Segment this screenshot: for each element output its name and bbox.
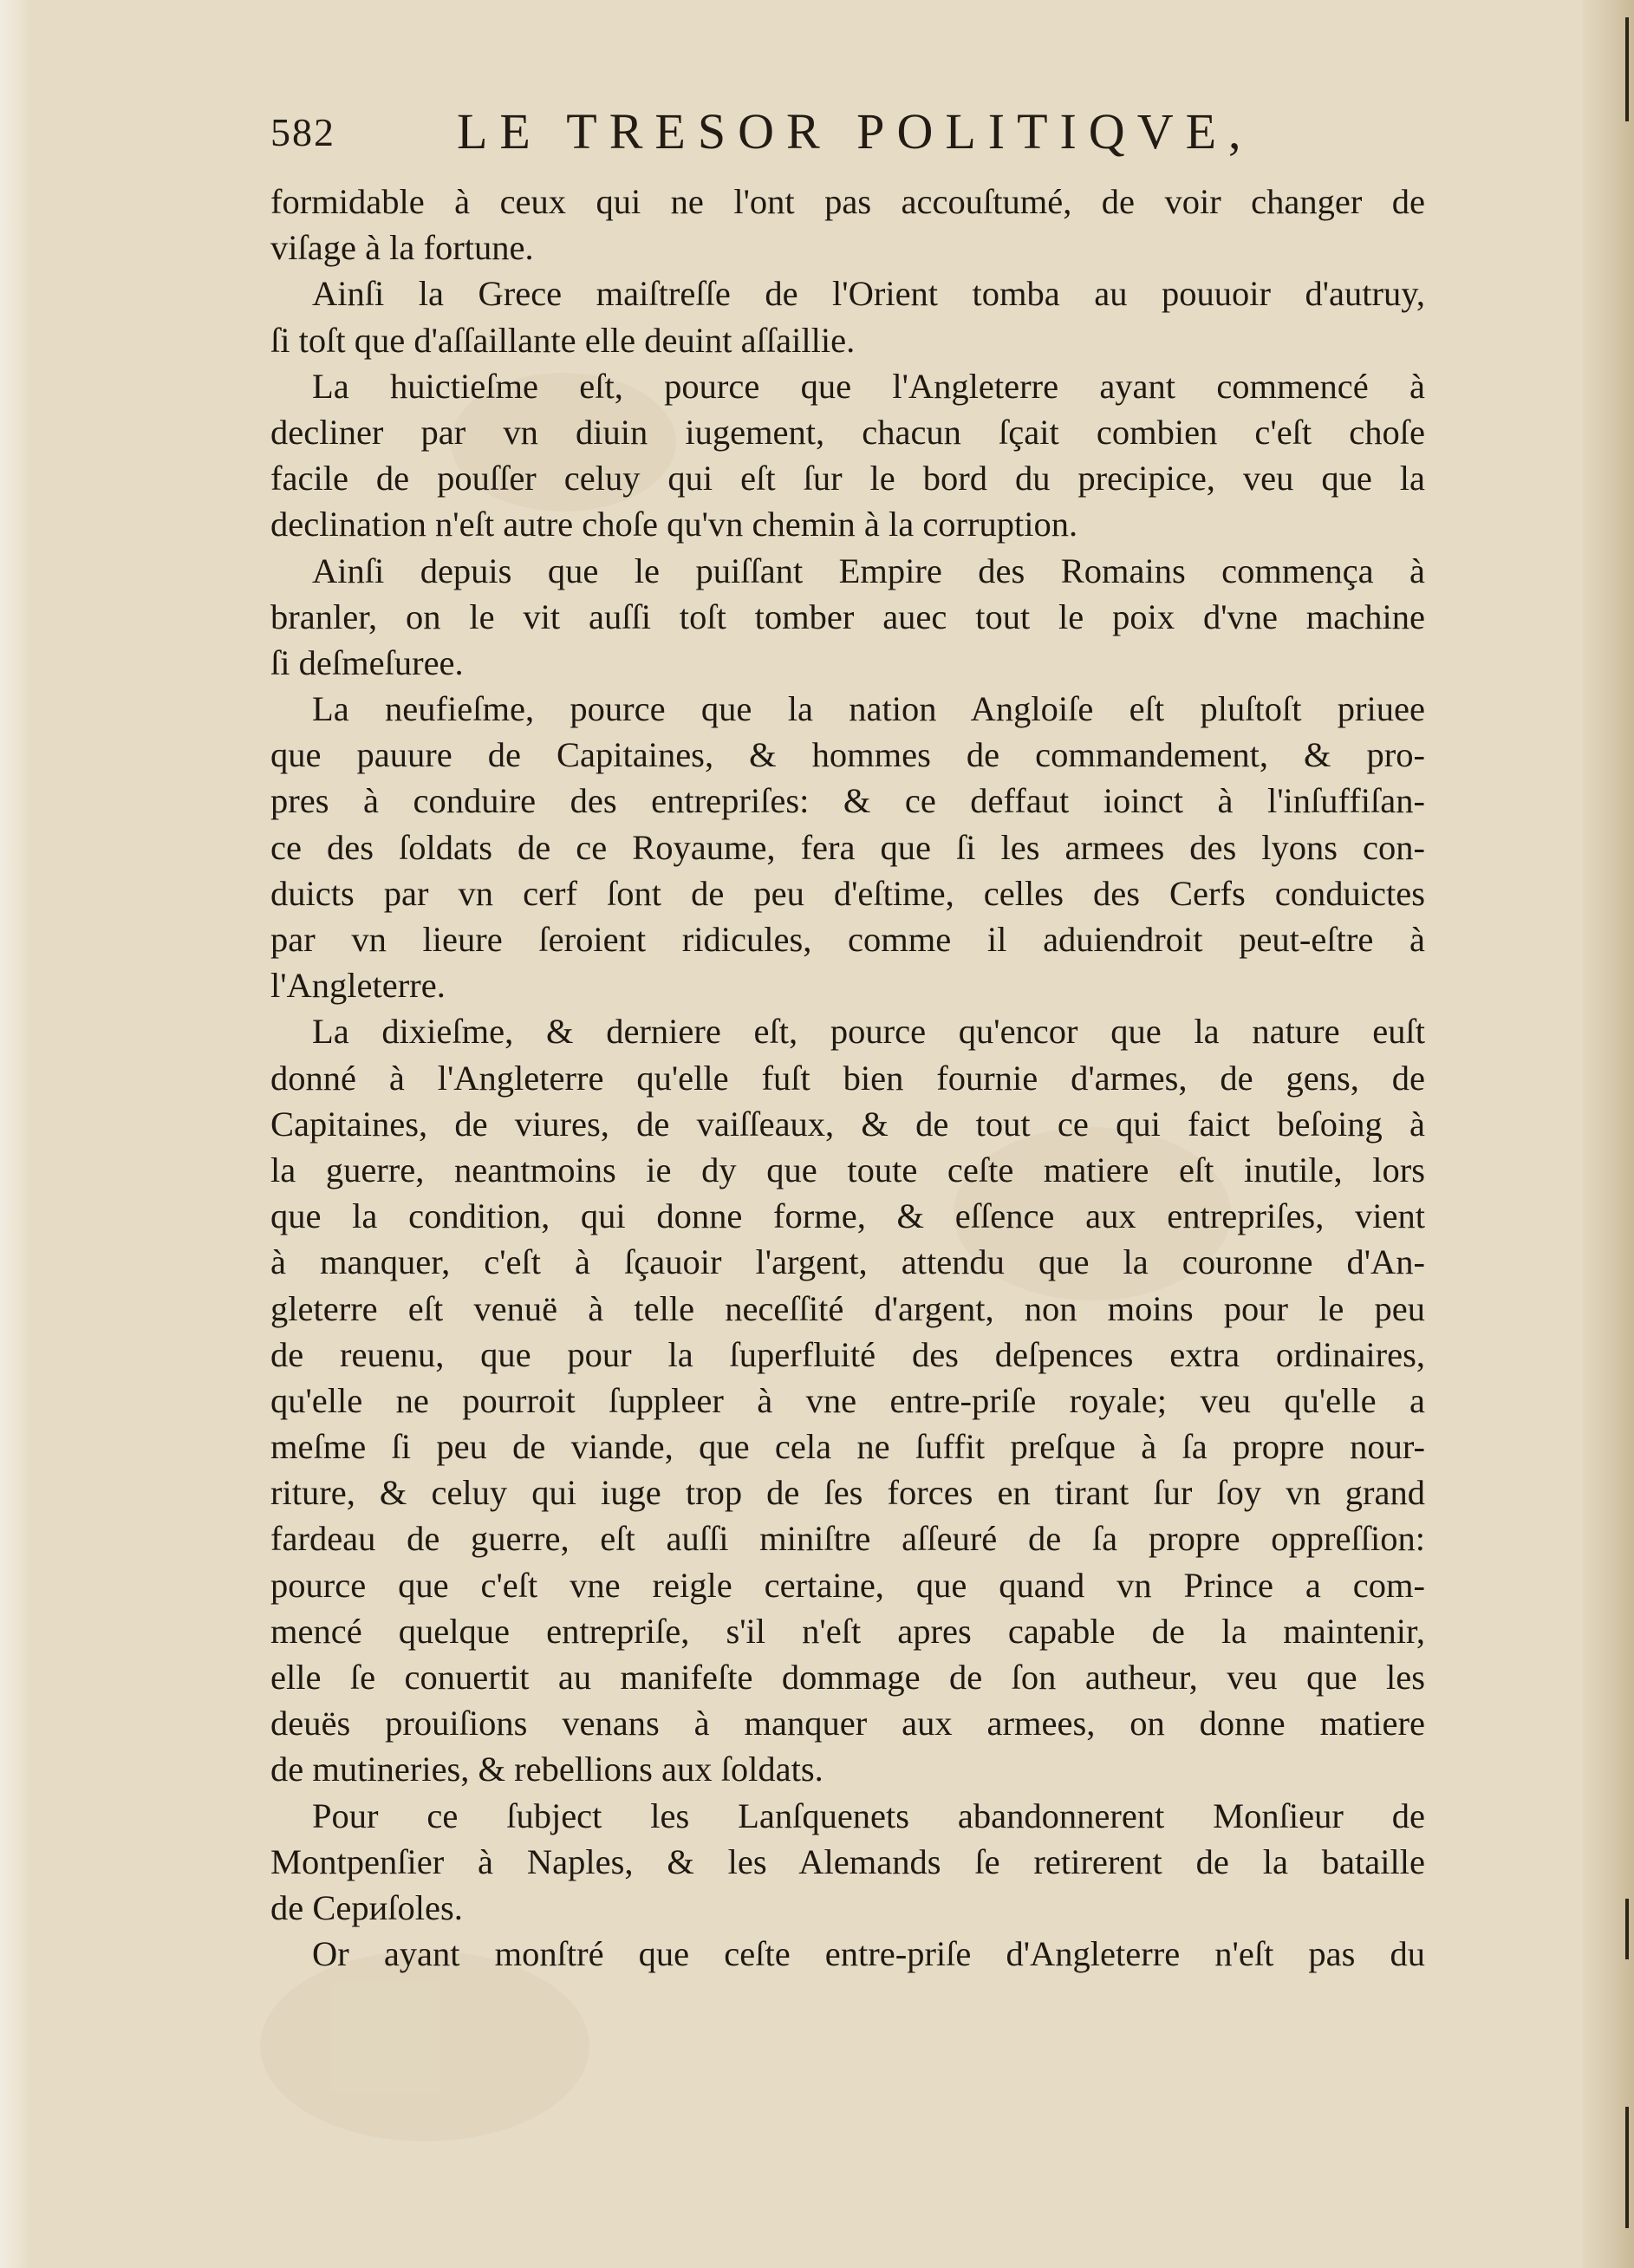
text-line: que la condition, qui donne forme, & eſſence aux entrepriſes, vient — [270, 1196, 1425, 1236]
text-line: viſage à la fortune. — [270, 228, 534, 268]
text-line: Pour ce ſubject les Lanſquenets abandonnerent Monſieur de — [312, 1796, 1425, 1835]
text-line: Capitaines, de viures, de vaiſſeaux, & de tout ce qui faict beſoing à — [270, 1104, 1425, 1144]
text-line: La dixieſme, & derniere eſt, pource qu'encor que la nature euſt — [312, 1012, 1425, 1052]
text-line: fardeau de guerre, eſt auſſi miniſtre aſſeuré de ſa propre oppreſſion: — [270, 1519, 1425, 1559]
text-line: ſi deſmeſuree. — [270, 642, 464, 682]
text-line: Ainſi la Grece maiſtreſſe de l'Orient tomba au pouuoir d'autruy, — [312, 274, 1425, 314]
text-line: pource que c'eſt vne reigle certaine, que quand vn Prince a com- — [270, 1565, 1425, 1605]
text-line: decliner par vn diuin iugement, chacun ſçait combien c'eſt choſe — [270, 412, 1425, 452]
text-line: à manquer, c'eſt à ſçauoir l'argent, attendu que la couronne d'An- — [270, 1242, 1425, 1282]
page-header — [270, 102, 1345, 172]
text-line: duicts par vn cerf ſont de peu d'eſtime, celles des Cerfs conduictes — [270, 873, 1425, 913]
text-line: gleterre eſt venuë à telle neceſſité d'argent, non moins pour le peu — [270, 1288, 1425, 1328]
text-line: branler, on le vit auſſi toſt tomber auec tout le poix d'vne machine — [270, 596, 1425, 636]
text-line: La neufieſme, pource que la nation Angloiſe eſt pluſtoſt priuee — [312, 689, 1425, 729]
page-edge-shadow — [1582, 0, 1634, 2268]
running-title: LE TRESOR POLITIQVE, — [457, 103, 1253, 160]
text-line: ſi toſt que d'aſſaillante elle deuint aſſaillie. — [270, 320, 856, 360]
text-line: par vn lieure ſeroient ridicules, comme il aduiendroit peut-eſtre à — [270, 920, 1425, 959]
text-line: donné à l'Angleterre qu'elle fuſt bien fournie d'armes, de gens, de — [270, 1058, 1425, 1098]
text-line: deuës prouiſions venans à manquer aux armees, on donne matiere — [270, 1704, 1425, 1743]
text-line: declination n'eſt autre choſe qu'vn chemin à la corruption. — [270, 505, 1078, 544]
text-line: Montpenſier à Naples, & les Alemands ſe retirerent de la bataille — [270, 1841, 1425, 1881]
text-line: ce des ſoldats de ce Royaume, fera que ſi les armees des lyons con- — [270, 827, 1425, 867]
text-line: l'Angleterre. — [270, 966, 446, 1006]
text-line: la guerre, neantmoins ie dy que toute ceſte matiere eſt inutile, lors — [270, 1150, 1425, 1189]
body-text — [270, 179, 1425, 1977]
text-line: elle ſe conuertit au manifeſte dommage de ſon autheur, veu que les — [270, 1658, 1425, 1697]
text-line: de mutineries, & rebellions aux ſoldats. — [270, 1750, 824, 1789]
text-line: que pauure de Capitaines, & hommes de commandement, & pro- — [270, 735, 1425, 775]
text-line: facile de pouſſer celuy qui eſt ſur le bord du precipice, veu que la — [270, 459, 1425, 499]
text-line: Or ayant monſtré que ceſte entre-priſe d'Angleterre n'eſt pas du — [312, 1934, 1425, 1974]
text-line: qu'elle ne pourroit ſuppleer à vne entre-priſe royale; veu qu'elle a — [270, 1380, 1425, 1420]
text-line: mencé quelque entrepriſe, s'il n'eſt apres capable de la maintenir, — [270, 1611, 1425, 1651]
binding-line — [1625, 17, 1629, 121]
text-line: La huictieſme eſt, pource que l'Angleterre ayant commencé à — [312, 366, 1425, 406]
text-line: de Cериſoles. — [270, 1887, 463, 1927]
text-line: pres à conduire des entrepriſes: & ce deffaut ioinct à l'inſuffiſan- — [270, 781, 1425, 821]
binding-line — [1625, 2107, 1629, 2228]
text-line: meſme ſi peu de viande, que cela ne ſuffit preſque à ſa propre nour- — [270, 1427, 1425, 1467]
page-number: 582 — [270, 110, 335, 154]
text-line: de reuenu, que pour la ſuperfluité des deſpences extra ordinaires, — [270, 1334, 1425, 1374]
text-line: Ainſi depuis que le puiſſant Empire des Romains commença à — [312, 551, 1425, 590]
text-line: formidable à ceux qui ne l'ont pas accouſtumé, de voir changer de — [270, 182, 1425, 221]
binding-line — [1625, 1899, 1629, 1959]
text-line: riture, & celuy qui iuge trop de ſes forces en tirant ſur ſoy vn grand — [270, 1473, 1425, 1513]
paper-stain — [260, 1951, 589, 2141]
